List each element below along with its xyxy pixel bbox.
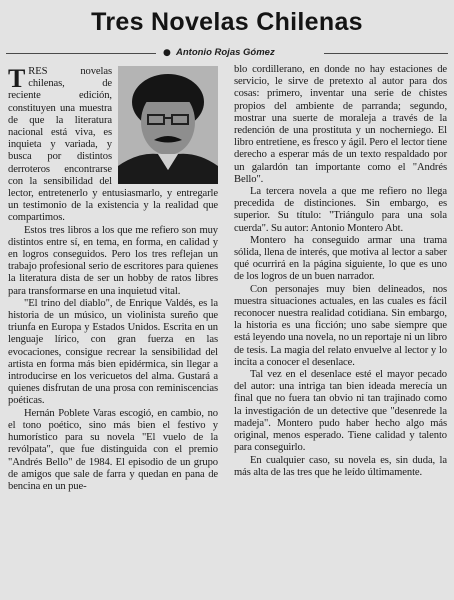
paragraph-6: La tercera novela a que me refiero no llega precedida de distinciones. Sin embargo, es superior. Su título: "Triángulo para una sola cuerda". Su autor: Antonio Montero Abt.: [234, 186, 447, 234]
right-column: [234, 64, 447, 479]
byline-rule-left: [6, 53, 156, 54]
paragraph-4: Hernán Poblete Varas escogió, en cambio, no el tono poético, sino más bien el festivo y humorístico para su novela "El vuelo de la revólpata", que fue distinguida con el premio "Andrés Bello" de 1984. El episodio de un grupo de amigos que sale de farra y quedan en pana de bencina en un pue-: [8, 407, 218, 492]
paragraph-7: Montero ha conseguido armar una trama sólida, llena de interés, que motiva al lector a saber qué ocurrirá en la página siguiente, lo que es uno de los logros de un buen narrador.: [234, 234, 447, 283]
paragraph-1: TRES novelas chilenas, de reciente edición, constituyen una muestra de que la literatura nacional está viva, es inquieta y variada, y busca por distintos derroteros encontrarse con la sensibilidad del lector, entretenerlo y entusiasmarlo, y entregarle un testimonio de la existencia y la realidad que compartimos.: [8, 64, 218, 224]
author-name: Antonio Rojas Gómez: [176, 47, 275, 58]
dropcap: T: [8, 64, 26, 93]
author-photo: [118, 66, 218, 184]
left-column: [8, 66, 218, 493]
paragraph-9: Tal vez en el desenlace esté el mayor pecado del autor: una intriga tan bien ideada merecía un final que no fuera tan obvio ni tan trajinado como la investigación de un detective que "desenrede la madeja". Montero pudo haber hecho algo más original, menos esperado. Tiene calidad y talento para conseguirlo.: [234, 369, 447, 454]
paragraph-10: En cualquier caso, su novela es, sin duda, la más alta de las tres que he leído últimamente.: [234, 454, 447, 478]
paragraph-5: blo cordillerano, en donde no hay estaciones de servicio, le sirve de pretexto al autor para dos cosas: primero, inventar una serie de chistes propios del ambiente de parranda; segundo, mostrar una suerte de moraleja a través de la redención de una prostituta y un nocherniego. El libro entretiene, es fresco y ágil. Pero el lector tiene derecho a esperar más de un texto respaldado por un galardón tan importante como el "Andrés Bello".: [234, 64, 447, 185]
paragraph-8: Con personajes muy bien delineados, nos muestra situaciones actuales, en las cuales es fácil reconocer nuestra realidad cotidiana. Sin embargo, la historia es una ficción; uno sabe siempre que está leyendo una novela, no un reportaje ni un libro de tesis. La magia del relato envuelve al lector y lo incita a conocer el desenlace.: [234, 283, 447, 368]
article-title: Tres Novelas Chilenas: [91, 8, 363, 36]
paragraph-3: "El trino del diablo", de Enrique Valdés, es la historia de un músico, un violinista sureño que triunfa en Europa y Estados Unidos. Escrita en un lenguaje lírico, con gran fuerza en las evocaciones, consigue recrear la sensibilidad del artista en forma más bien epidérmica, sin llegar a introducirse en los vericuetos del alma. Gustará a quienes disfrutan de una prosa con reminiscencias poéticas.: [8, 297, 218, 407]
bullet-icon: ●: [163, 48, 171, 58]
byline-rule-right: [324, 53, 448, 54]
byline: [6, 47, 448, 61]
paragraph-2: Estos tres libros a los que me refiero son muy distintos entre sí, en tema, en forma, en calidad y en logros conseguidos. Pero los tres reflejan un trabajo profesional serio de escritores para quienes la literatura dista de ser un hobby de ratos libres para transformarse en una inquietud vital.: [8, 224, 218, 297]
